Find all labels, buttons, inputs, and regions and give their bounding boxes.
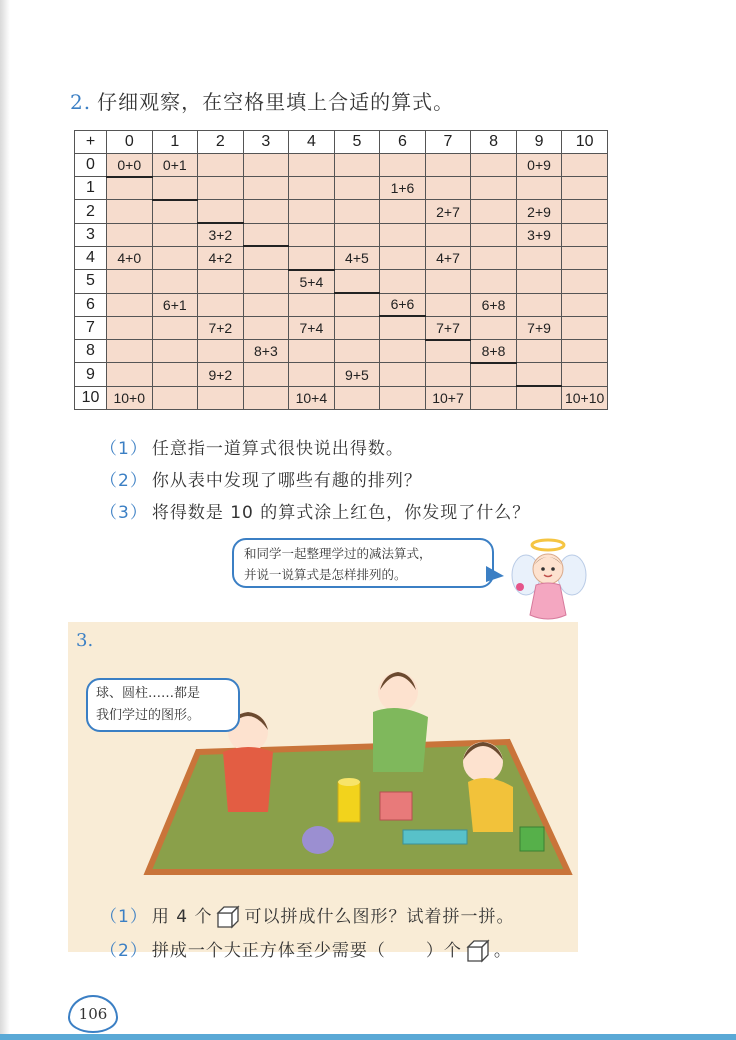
ex3-q2-text-before: 拼成一个大正方体至少需要（ [151, 941, 386, 961]
table-row [75, 316, 608, 339]
blank-cell[interactable] [198, 340, 244, 363]
blank-cell[interactable] [562, 270, 608, 293]
blank-cell[interactable] [516, 340, 562, 363]
row-header: 4 [75, 246, 107, 269]
equation-cell: 10+0 [107, 386, 153, 409]
table-row [75, 200, 608, 223]
row-header: 10 [75, 386, 107, 409]
blank-cell[interactable] [380, 386, 426, 409]
blank-cell[interactable] [334, 316, 380, 339]
column-header: 7 [425, 131, 471, 154]
equation-cell: 5+4 [289, 270, 335, 293]
question-3-number: （3） [100, 503, 148, 523]
blank-cell[interactable] [152, 223, 198, 246]
blank-cell[interactable] [334, 340, 380, 363]
equation-cell: 6+6 [380, 293, 426, 316]
equation-cell: 7+7 [425, 316, 471, 339]
blank-cell[interactable] [289, 293, 335, 316]
blank-cell[interactable] [198, 293, 244, 316]
blank-cell[interactable] [380, 200, 426, 223]
blank-cell[interactable] [562, 223, 608, 246]
blank-cell[interactable] [198, 386, 244, 409]
column-header: 3 [243, 131, 289, 154]
blank-cell[interactable] [380, 246, 426, 269]
equation-cell: 7+9 [516, 316, 562, 339]
table-row [75, 223, 608, 246]
blank-cell[interactable] [152, 200, 198, 223]
blank-cell[interactable] [334, 293, 380, 316]
blank-cell[interactable] [107, 293, 153, 316]
column-header: 8 [471, 131, 517, 154]
blank-cell[interactable] [562, 363, 608, 386]
blank-cell[interactable] [152, 340, 198, 363]
column-header: 4 [289, 131, 335, 154]
blank-cell[interactable] [289, 363, 335, 386]
equation-cell: 7+4 [289, 316, 335, 339]
blank-cell[interactable] [562, 316, 608, 339]
blank-cell[interactable] [471, 177, 517, 200]
angel-mascot-illustration [508, 535, 590, 630]
blank-cell[interactable] [425, 270, 471, 293]
equation-cell: 9+5 [334, 363, 380, 386]
row-header: 3 [75, 223, 107, 246]
blank-cell[interactable] [562, 177, 608, 200]
question-1 [100, 434, 404, 459]
row-header: 5 [75, 270, 107, 293]
blank-cell[interactable] [243, 316, 289, 339]
equation-cell: 0+0 [107, 153, 153, 176]
equation-cell: 10+4 [289, 386, 335, 409]
question-3 [100, 498, 530, 523]
girl-speech-bubble [86, 678, 240, 732]
hint-line-2: 并说一说算式是怎样排列的。 [244, 567, 407, 582]
blank-cell[interactable] [516, 363, 562, 386]
page-gutter-shadow [0, 0, 10, 1040]
equation-cell: 10+10 [562, 386, 608, 409]
cube-icon [215, 904, 241, 930]
blank-cell[interactable] [516, 386, 562, 409]
ex3-q1-text-after: 可以拼成什么图形？试着拼一拼。 [244, 907, 515, 927]
hint-line-1: 和同学一起整理学过的减法算式， [244, 546, 432, 561]
exercise-3-question-1 [100, 902, 514, 930]
row-header: 6 [75, 293, 107, 316]
blank-cell[interactable] [334, 200, 380, 223]
exercise-2-title [70, 86, 454, 115]
cube-icon [465, 938, 491, 964]
blank-cell[interactable] [289, 340, 335, 363]
blank-cell[interactable] [243, 153, 289, 176]
blank-cell[interactable] [516, 246, 562, 269]
equation-cell: 7+2 [198, 316, 244, 339]
hint-bubble-tail [486, 566, 504, 582]
blank-cell[interactable] [243, 293, 289, 316]
table-row [75, 386, 608, 409]
table-row [75, 246, 608, 269]
row-header: 0 [75, 153, 107, 176]
blank-cell[interactable] [516, 293, 562, 316]
equation-cell: 10+7 [425, 386, 471, 409]
blank-cell[interactable] [243, 177, 289, 200]
blank-cell[interactable] [107, 270, 153, 293]
equation-cell: 0+1 [152, 153, 198, 176]
ex3-q2-number: （2） [100, 941, 148, 961]
blank-cell[interactable] [425, 363, 471, 386]
blank-cell[interactable] [471, 246, 517, 269]
equation-cell: 4+0 [107, 246, 153, 269]
blank-cell[interactable] [198, 270, 244, 293]
table-row [75, 363, 608, 386]
blank-cell[interactable] [562, 293, 608, 316]
ex3-q2-text-middle: ）个 [425, 941, 462, 961]
blank-cell[interactable] [107, 223, 153, 246]
blank-cell[interactable] [152, 386, 198, 409]
blank-cell[interactable] [198, 153, 244, 176]
blank-cell[interactable] [471, 223, 517, 246]
blank-cell[interactable] [107, 177, 153, 200]
exercise-2-number: 2. [70, 90, 92, 114]
blank-cell[interactable] [152, 316, 198, 339]
question-1-text: 任意指一道算式很快说出得数。 [151, 439, 404, 459]
exercise-2-instruction: 仔细观察，在空格里填上合适的算式。 [97, 90, 455, 114]
table-corner-plus: + [75, 131, 107, 154]
blank-cell[interactable] [107, 200, 153, 223]
blank-cell[interactable] [243, 200, 289, 223]
blank-cell[interactable] [425, 153, 471, 176]
question-2 [100, 466, 422, 491]
blank-cell[interactable] [334, 153, 380, 176]
equation-cell: 8+3 [243, 340, 289, 363]
blank-cell[interactable] [471, 316, 517, 339]
blank-cell[interactable] [243, 386, 289, 409]
blank-cell[interactable] [289, 223, 335, 246]
equation-cell: 8+8 [471, 340, 517, 363]
blank-cell[interactable] [334, 177, 380, 200]
blank-cell[interactable] [425, 293, 471, 316]
blank-cell[interactable] [380, 340, 426, 363]
speech-line-1: 球、圆柱……都是 [96, 686, 201, 701]
blank-cell[interactable] [289, 200, 335, 223]
blank-cell[interactable] [380, 316, 426, 339]
column-header: 10 [562, 131, 608, 154]
column-header: 2 [198, 131, 244, 154]
page-number: 106 [68, 995, 118, 1033]
column-header: 9 [516, 131, 562, 154]
blank-cell[interactable] [471, 363, 517, 386]
equation-cell: 3+9 [516, 223, 562, 246]
bottom-color-band [0, 1034, 736, 1040]
blank-cell[interactable] [380, 223, 426, 246]
blank-cell[interactable] [152, 363, 198, 386]
blank-cell[interactable] [334, 386, 380, 409]
row-header: 1 [75, 177, 107, 200]
blank-cell[interactable] [198, 200, 244, 223]
equation-cell: 4+2 [198, 246, 244, 269]
equation-cell: 1+6 [380, 177, 426, 200]
column-header: 0 [107, 131, 153, 154]
blank-cell[interactable] [471, 386, 517, 409]
exercise-3-question-2 [100, 936, 512, 964]
blank-cell[interactable] [425, 177, 471, 200]
equation-cell: 6+1 [152, 293, 198, 316]
blank-cell[interactable] [243, 363, 289, 386]
ex3-q1-text-before: 用 4 个 [151, 907, 213, 927]
ex3-q1-number: （1） [100, 907, 148, 927]
ex3-q2-text-after: 。 [493, 941, 512, 961]
blank-cell[interactable] [152, 270, 198, 293]
blank-cell[interactable] [562, 246, 608, 269]
blank-cell[interactable] [243, 246, 289, 269]
hint-speech-bubble [232, 538, 494, 588]
table-row [75, 340, 608, 363]
equation-cell: 0+9 [516, 153, 562, 176]
blank-cell[interactable] [562, 200, 608, 223]
addition-table [74, 130, 608, 410]
row-header: 7 [75, 316, 107, 339]
column-header: 6 [380, 131, 426, 154]
blank-cell[interactable] [425, 223, 471, 246]
blank-cell[interactable] [107, 363, 153, 386]
blank-cell[interactable] [425, 340, 471, 363]
blank-cell[interactable] [471, 200, 517, 223]
blank-cell[interactable] [562, 153, 608, 176]
blank-cell[interactable] [516, 270, 562, 293]
equation-cell: 2+9 [516, 200, 562, 223]
equation-cell: 4+5 [334, 246, 380, 269]
blank-cell[interactable] [334, 270, 380, 293]
blank-cell[interactable] [516, 177, 562, 200]
row-header: 9 [75, 363, 107, 386]
blank-cell[interactable] [562, 340, 608, 363]
blank-cell[interactable] [198, 177, 244, 200]
blank-cell[interactable] [289, 246, 335, 269]
equation-cell: 4+7 [425, 246, 471, 269]
exercise-3-number: 3. [76, 630, 94, 651]
row-header: 8 [75, 340, 107, 363]
question-3-text: 将得数是 10 的算式涂上红色，你发现了什么？ [151, 503, 531, 523]
blank-cell[interactable] [107, 316, 153, 339]
blank-cell[interactable] [243, 270, 289, 293]
table-row [75, 177, 608, 200]
equation-cell: 9+2 [198, 363, 244, 386]
table-row [75, 270, 608, 293]
equation-cell: 2+7 [425, 200, 471, 223]
blank-cell[interactable] [152, 177, 198, 200]
table-row [75, 293, 608, 316]
question-2-number: （2） [100, 471, 148, 491]
blank-cell[interactable] [380, 363, 426, 386]
blank-cell[interactable] [152, 246, 198, 269]
equation-cell: 6+8 [471, 293, 517, 316]
question-2-text: 你从表中发现了哪些有趣的排列？ [151, 471, 422, 491]
question-1-number: （1） [100, 439, 148, 459]
blank-cell[interactable] [243, 223, 289, 246]
table-row [75, 153, 608, 176]
speech-line-2: 我们学过的图形。 [96, 708, 201, 723]
blank-cell[interactable] [471, 270, 517, 293]
blank-cell[interactable] [289, 177, 335, 200]
blank-cell[interactable] [471, 153, 517, 176]
blank-cell[interactable] [107, 340, 153, 363]
blank-cell[interactable] [289, 153, 335, 176]
column-header: 1 [152, 131, 198, 154]
blank-cell[interactable] [380, 153, 426, 176]
blank-cell[interactable] [334, 223, 380, 246]
equation-cell: 3+2 [198, 223, 244, 246]
blank-cell[interactable] [380, 270, 426, 293]
row-header: 2 [75, 200, 107, 223]
column-header: 5 [334, 131, 380, 154]
